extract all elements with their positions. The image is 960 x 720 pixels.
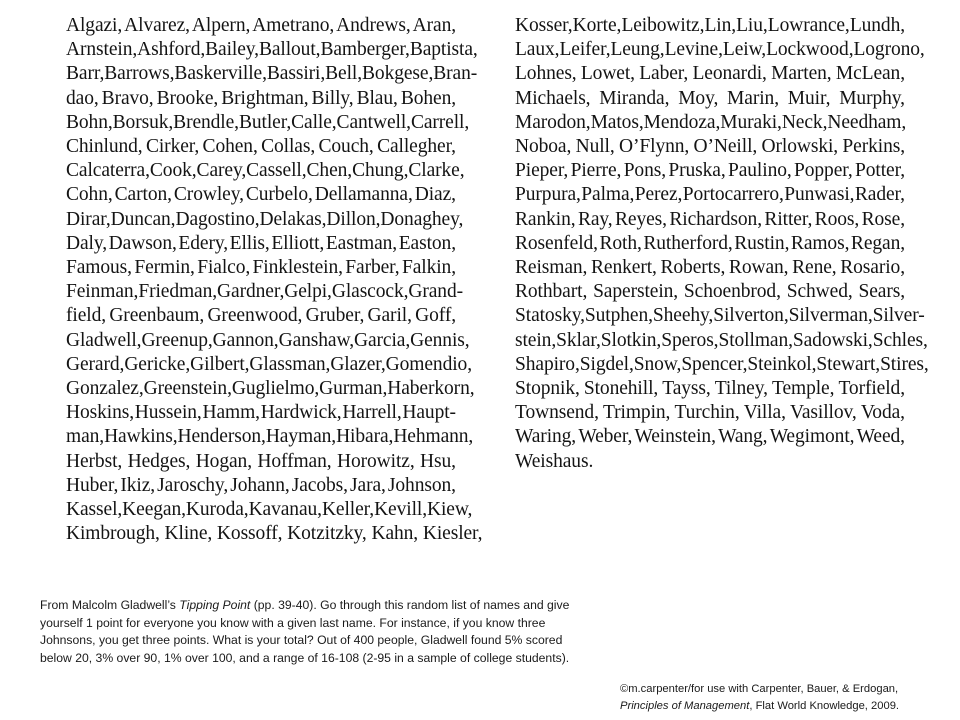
name-list-line: stein, Sklar, Slotkin, Speros, Stollman, Sadowski, Schles,	[515, 329, 928, 351]
name-list-line: Weishaus.	[515, 450, 594, 472]
name-list-line: Reisman, Renkert, Roberts, Rowan, Rene, Rosario,	[515, 257, 905, 279]
name-list-line: Arnstein, Ashford, Bailey, Ballout, Bamberger, Baptista,	[66, 39, 478, 61]
name-list-line: Marodon, Matos, Mendoza, Muraki, Neck, Needham,	[515, 111, 907, 133]
copyright-line-1: ©m.carpenter/for use with Carpenter, Bauer, & Erdogan,	[620, 683, 899, 695]
name-list-line: Kimbrough, Kline, Kossoff, Kotzitzky, Kahn, Kiesler,	[66, 523, 483, 545]
name-list-line: Rothbart, Saperstein, Schoenbrod, Schwed, Sears,	[515, 281, 905, 303]
copyright-notice	[620, 681, 960, 715]
caption-line-1: From Malcolm Gladwell’s Tipping Point (pp. 39-40). Go through this random list of names and give	[40, 598, 570, 612]
name-list-line: Stopnik, Stonehill, Tayss, Tilney, Temple, Torfield,	[515, 378, 905, 400]
name-list-line: Shapiro, Sigdel, Snow, Spencer, Steinkol, Stewart, Stires,	[515, 353, 929, 375]
caption-line-4: below 20, 3% over 90, 1% over 100, and a range of 16-108 (2-95 in a sample of college students).	[40, 650, 570, 665]
name-list-line: man, Hawkins, Henderson, Hayman, Hibara, Hehmann,	[66, 426, 474, 448]
name-list-line: Michaels, Miranda, Moy, Marin, Muir, Murphy,	[515, 87, 905, 109]
name-list-left-column	[66, 14, 483, 546]
name-list-line: Hoskins, Hussein, Hamm, Hardwick, Harrell, Haupt-	[66, 402, 456, 424]
name-list-line: Rosenfeld, Roth, Rutherford, Rustin, Ramos, Regan,	[515, 232, 905, 254]
name-list-line: Waring, Weber, Weinstein, Wang, Wegimont, Weed,	[515, 426, 905, 448]
copyright-book-title: Principles of Management	[620, 700, 750, 712]
name-list-line: Laux, Leifer, Leung, Levine, Leiw, Lockwood, Logrono,	[515, 39, 925, 61]
name-list-line: Kosser, Korte, Leibowitz, Lin, Liu, Lowrance, Lundh,	[515, 15, 905, 36]
name-list-line: Bohn, Borsuk, Brendle, Butler, Calle, Cantwell, Carrell,	[66, 111, 470, 133]
name-list-line: field, Greenbaum, Greenwood, Gruber, Garil, Goff,	[66, 305, 456, 327]
name-list-right-column	[515, 14, 929, 474]
name-list-line: Calcaterra, Cook, Carey, Cassell, Chen, Chung, Clarke,	[66, 160, 465, 182]
name-list-line: Purpura, Palma, Perez, Portocarrero, Punwasi, Rader,	[515, 184, 905, 206]
name-list-line: Algazi, Alvarez, Alpern, Ametrano, Andrews, Aran,	[66, 15, 456, 36]
name-list-line: Gladwell, Greenup, Gannon, Ganshaw, Garcia, Gennis,	[66, 329, 470, 351]
name-list-line: Herbst, Hedges, Hogan, Hoffman, Horowitz, Hsu,	[66, 450, 456, 472]
caption-text	[40, 597, 700, 667]
name-list-line: Cohn, Carton, Crowley, Curbelo, Dellamanna, Diaz,	[66, 184, 456, 206]
name-list-line: Huber, Ikiz, Jaroschy, Johann, Jacobs, Jara, Johnson,	[66, 474, 456, 496]
name-list-line: Rankin, Ray, Reyes, Richardson, Ritter, Roos, Rose,	[515, 208, 905, 230]
name-list-line: Statosky, Sutphen, Sheehy, Silverton, Silverman, Silver-	[515, 305, 925, 327]
name-list-line: Gerard, Gericke, Gilbert, Glassman, Glazer, Gomendio,	[66, 353, 472, 375]
caption-line-3: Johnsons, you get three points. What is your total? Out of 400 people, Gladwell found 5% scored	[40, 633, 563, 648]
name-list-line: Noboa, Null, O’Flynn, O’Neill, Orlowski, Perkins,	[515, 136, 905, 158]
name-list-line: dao, Bravo, Brooke, Brightman, Billy, Blau, Bohen,	[66, 87, 456, 109]
name-list-line: Townsend, Trimpin, Turchin, Villa, Vasillov, Voda,	[515, 402, 905, 424]
name-list-line: Feinman, Friedman, Gardner, Gelpi, Glascock, Grand-	[66, 281, 463, 303]
name-list-line: Chinlund, Cirker, Cohen, Collas, Couch, Callegher,	[66, 136, 456, 158]
name-list-line: Dirar, Duncan, Dagostino, Delakas, Dillon, Donaghey,	[66, 208, 464, 230]
name-list-line: Kassel, Keegan, Kuroda, Kavanau, Keller, Kevill, Kiew,	[66, 499, 473, 521]
caption-line-2: yourself 1 point for everyone you know with a given last name. For instance, if you know three	[40, 615, 546, 630]
book-title: Tipping Point	[179, 598, 251, 612]
copyright-line-2: Principles of Management, Flat World Knowledge, 2009.	[620, 700, 900, 712]
name-list-line: Famous, Fermin, Fialco, Finklestein, Farber, Falkin,	[66, 257, 456, 279]
name-list-line: Gonzalez, Greenstein, Guglielmo, Gurman, Haberkorn,	[66, 378, 475, 400]
name-list-line: Daly, Dawson, Edery, Ellis, Elliott, Eastman, Easton,	[66, 232, 456, 254]
name-list-line: Barr, Barrows, Baskerville, Bassiri, Bell, Bokgese, Bran-	[66, 63, 478, 85]
name-list-line: Pieper, Pierre, Pons, Pruska, Paulino, Popper, Potter,	[515, 160, 905, 182]
name-list-line: Lohnes, Lowet, Laber, Leonardi, Marten, McLean,	[515, 63, 905, 85]
